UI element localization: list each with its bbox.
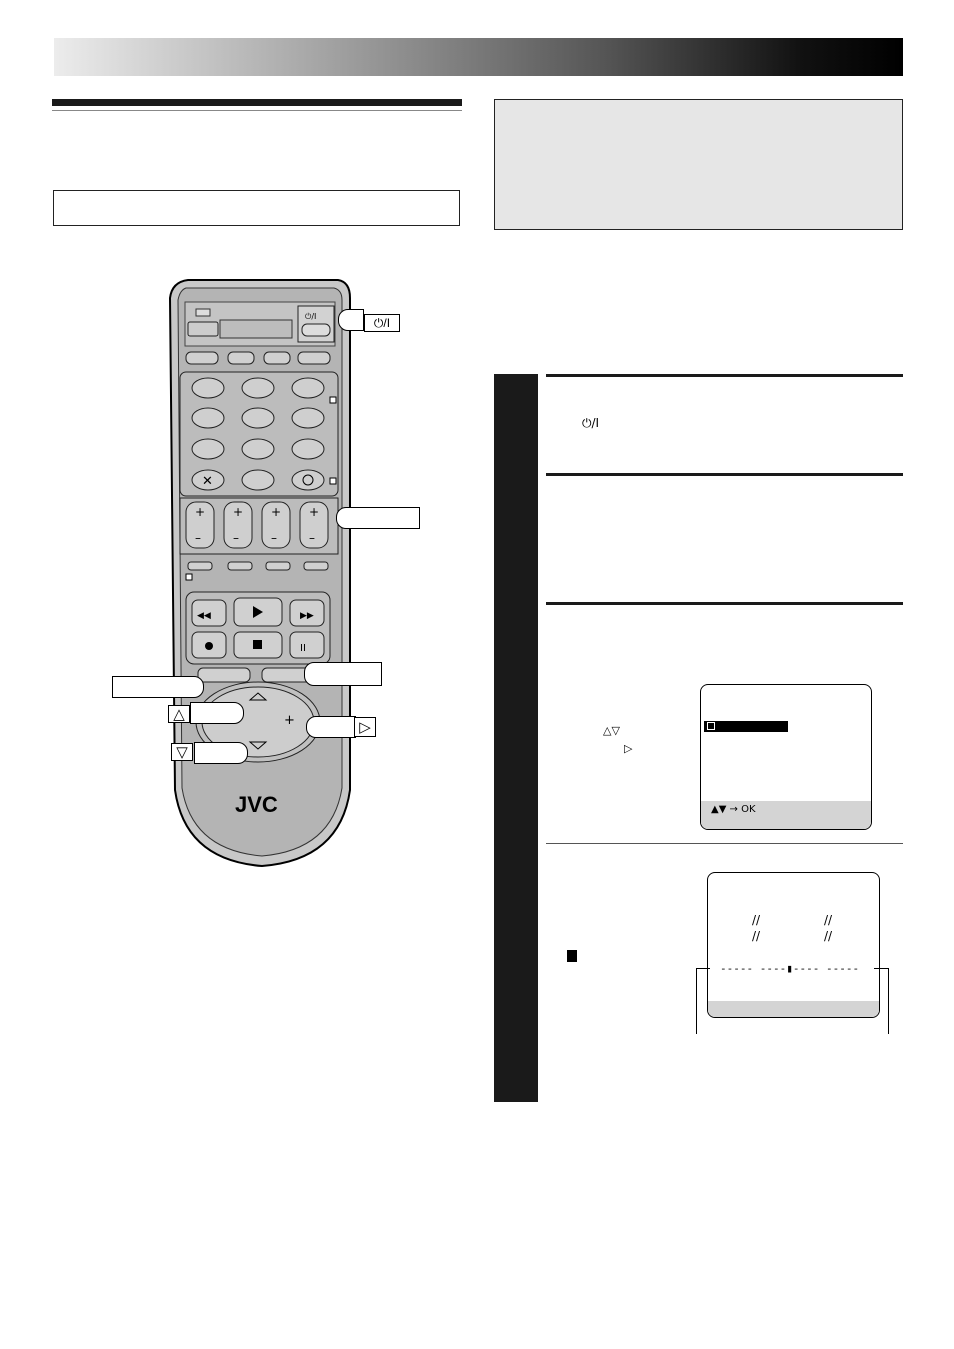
svg-text:▶▶: ▶▶	[300, 611, 314, 621]
level-screen-marks-right-bottom: //	[824, 929, 833, 943]
svg-text:–: –	[233, 531, 239, 545]
svg-text:+: +	[271, 505, 282, 519]
svg-text:–: –	[271, 531, 277, 545]
svg-text:+: +	[309, 505, 320, 519]
step4-marker-square	[567, 950, 577, 962]
svg-text:◀◀: ◀◀	[197, 611, 211, 621]
callout-power-label: ⏻/I	[364, 314, 400, 332]
step1-power-symbol: ⏻/I	[582, 416, 600, 430]
menu-highlight-bar	[704, 721, 788, 732]
hand-pointer-menu	[112, 676, 204, 698]
callout-right-label: ▷	[354, 717, 376, 737]
callout-down-label: ▽	[171, 743, 193, 761]
remote-power-label: ⏻/I	[305, 312, 317, 321]
svg-text:+: +	[233, 505, 244, 519]
note-box	[494, 99, 903, 230]
svg-text:+: +	[195, 505, 206, 519]
level-screen-marks-left-top: //	[752, 913, 761, 927]
hand-pointer-down	[194, 742, 248, 764]
header-gradient-bar	[54, 38, 903, 76]
step4-rule	[546, 843, 903, 844]
section-heading-rule	[52, 99, 462, 106]
level-scale-text: ----- ----▮---- -----	[720, 962, 860, 975]
step3-right-arrow: ▷	[624, 742, 633, 755]
remote-control-illustration	[100, 270, 440, 870]
level-screen-marks-left-bottom: //	[752, 929, 761, 943]
step3-nav-arrows: △▽	[603, 724, 620, 737]
menu-hint-text: ▲▼ → OK	[711, 804, 756, 815]
hand-pointer-channel	[336, 507, 420, 529]
section-heading-underline	[52, 110, 462, 111]
step1-rule	[546, 374, 903, 377]
hand-pointer-ok	[304, 662, 382, 686]
svg-text:–: –	[309, 531, 315, 545]
svg-text:–: –	[195, 531, 201, 545]
hand-pointer-power	[338, 309, 364, 331]
step3-rule	[546, 602, 903, 605]
subheading-box	[53, 190, 460, 226]
menu-item-icon	[707, 722, 715, 730]
hand-pointer-right	[306, 716, 356, 738]
menu-hint-bar	[701, 801, 872, 830]
svg-text:+: +	[284, 713, 295, 728]
menu-screen	[700, 684, 872, 830]
steps-sidebar-bar	[494, 374, 538, 1102]
callout-up-label: △	[168, 705, 190, 723]
jvc-logo: JVC	[235, 792, 278, 817]
hand-pointer-up	[190, 702, 244, 724]
svg-text:✕: ✕	[202, 474, 213, 489]
step2-rule	[546, 473, 903, 476]
svg-text:II: II	[300, 643, 306, 654]
level-scale-callout	[696, 962, 889, 1036]
level-screen-marks-right-top: //	[824, 913, 833, 927]
